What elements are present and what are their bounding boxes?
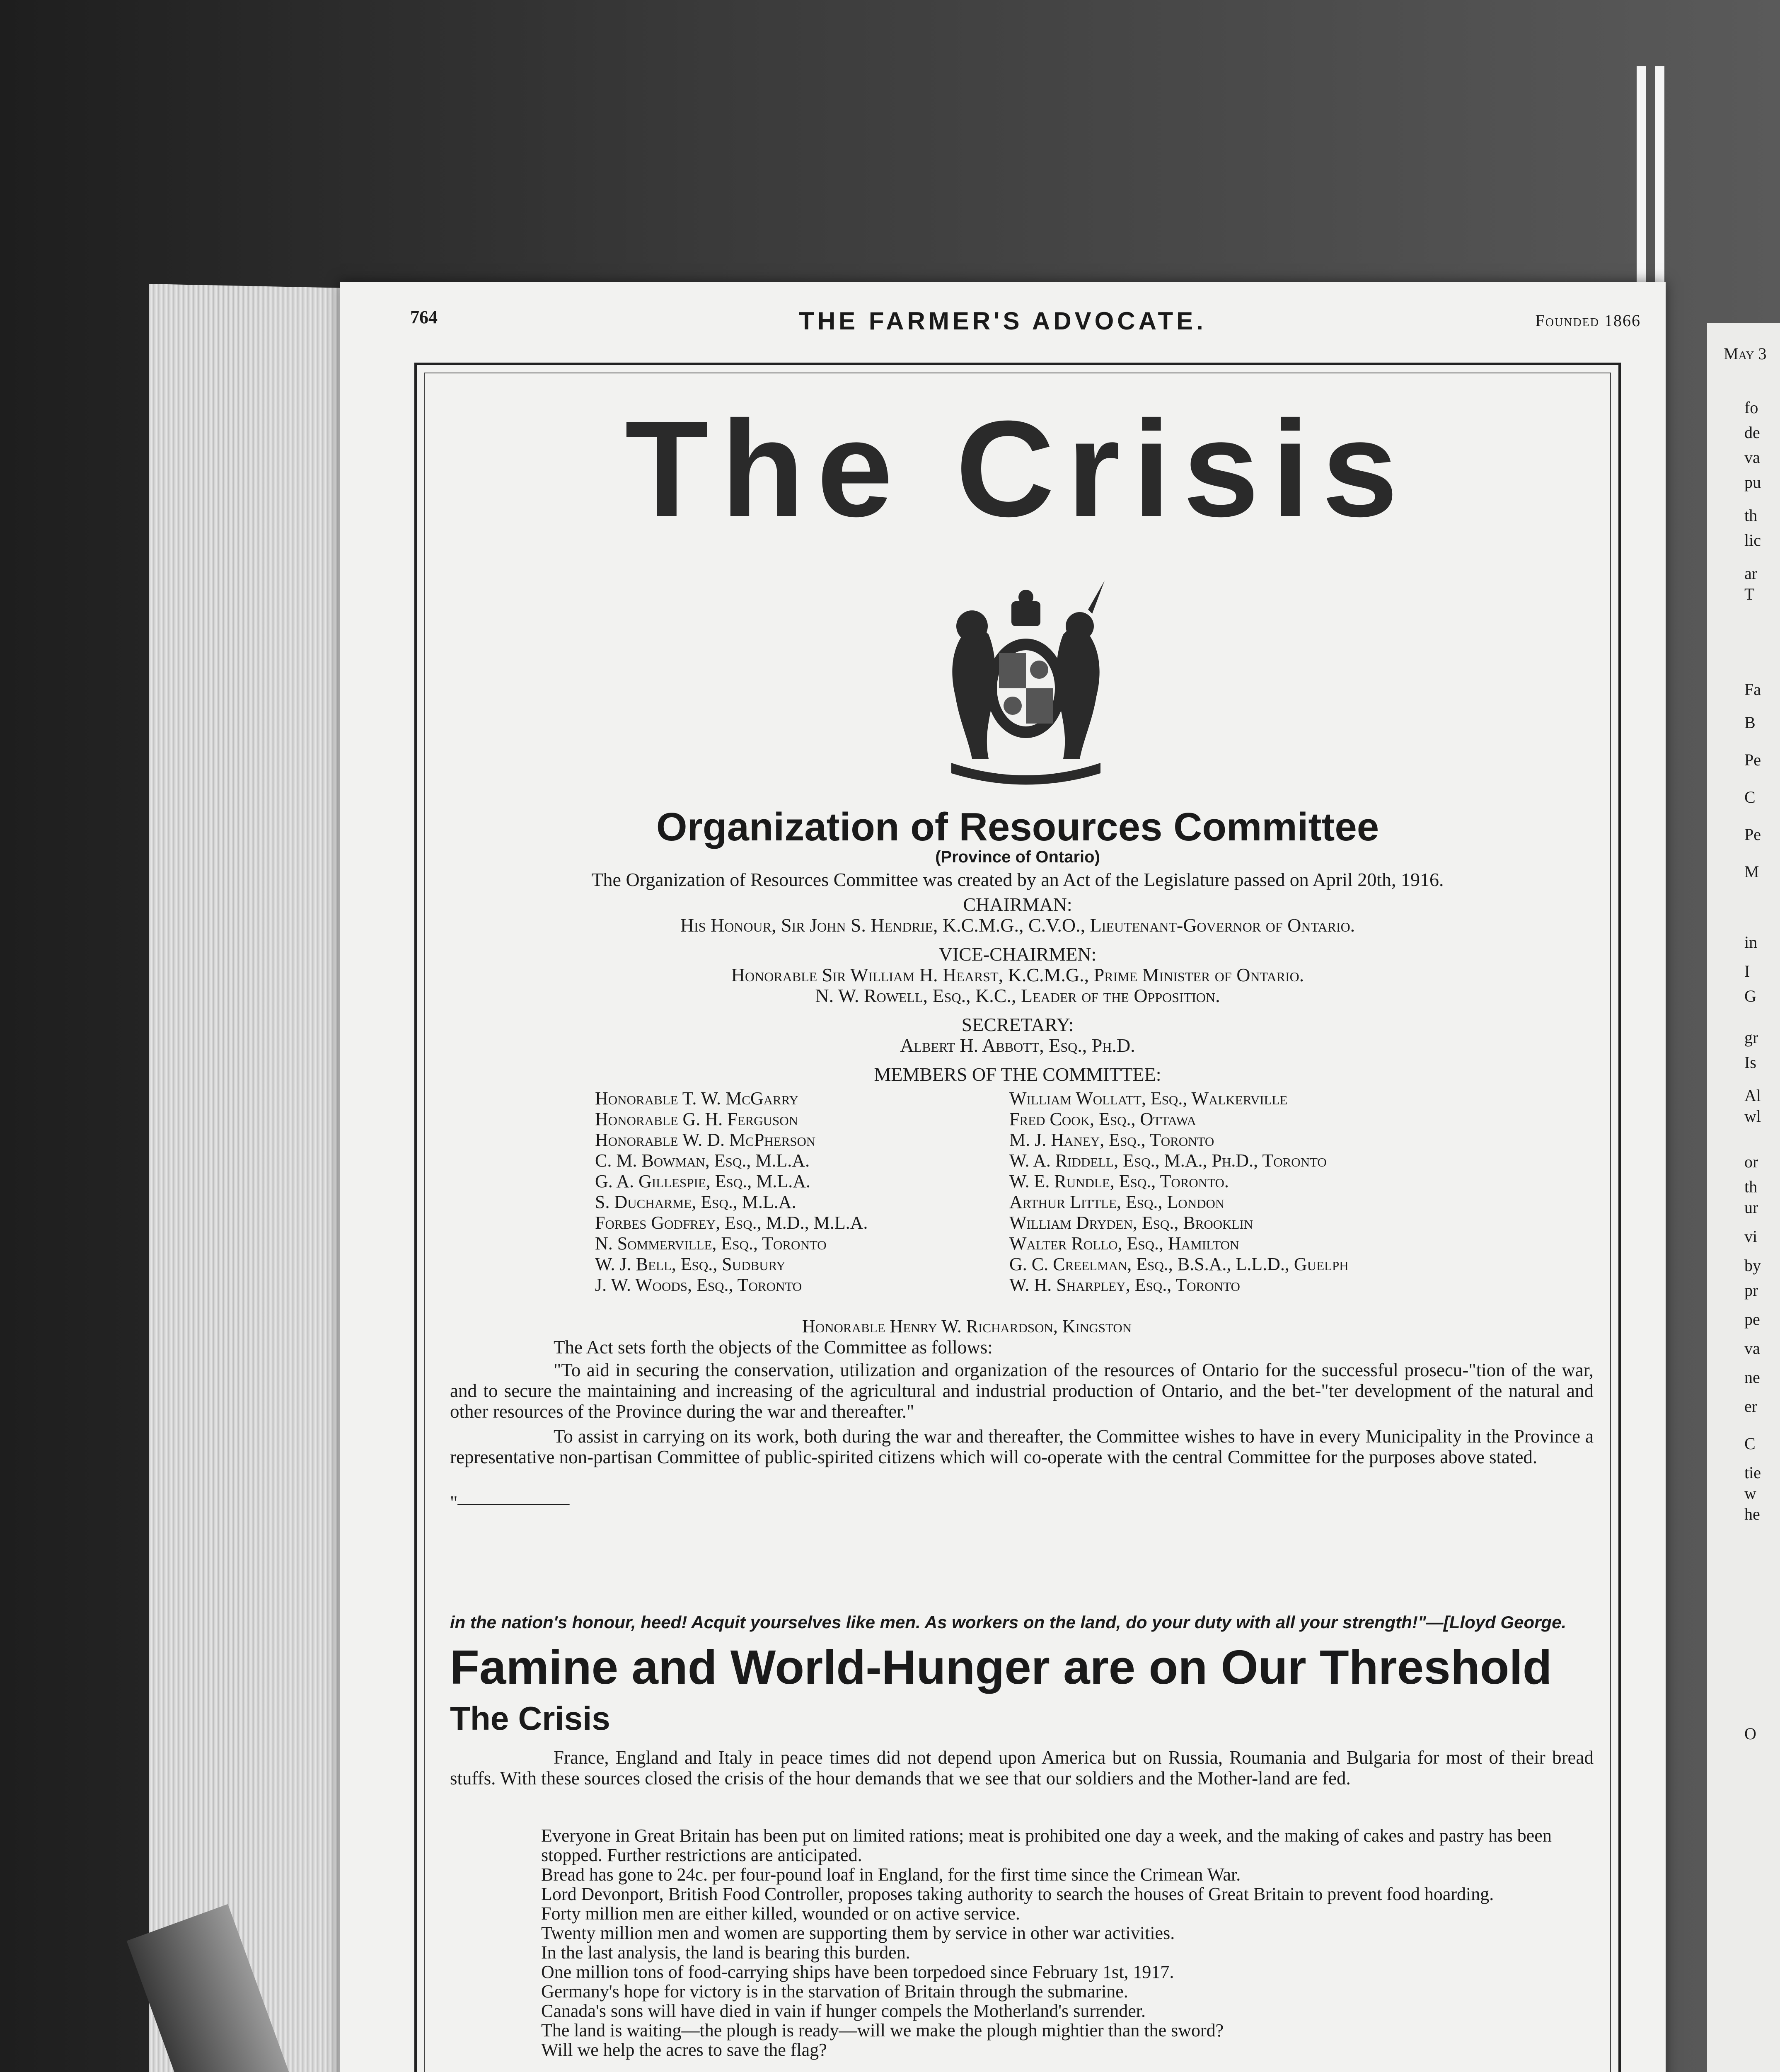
facing-page-fragment: pu <box>1744 473 1761 491</box>
member-name: W. A. Riddell, Esq., M.A., Ph.D., Toronto <box>1009 1150 1327 1171</box>
facing-page-fragment: lic <box>1744 531 1761 549</box>
facing-page-fragment: pe <box>1744 1310 1760 1329</box>
member-name: Arthur Little, Esq., London <box>1009 1192 1225 1212</box>
member-name: W. E. Rundle, Esq., Toronto. <box>1009 1171 1229 1191</box>
member-name: S. Ducharme, Esq., M.L.A. <box>595 1192 796 1212</box>
member-name: Honorable W. D. McPherson <box>595 1130 816 1150</box>
member-name: W. J. Bell, Esq., Sudbury <box>595 1254 786 1274</box>
facing-page-fragment: G <box>1744 987 1756 1005</box>
facing-page-fragment: Is <box>1744 1053 1756 1072</box>
facing-page-fragment: ar <box>1744 564 1758 583</box>
facing-page-header: May 3 <box>1724 344 1767 363</box>
crisis-fact: The land is waiting—the plough is ready—will we make the plough mightier than the sword? <box>541 2020 1224 2041</box>
masthead: THE FARMER'S ADVOCATE. <box>799 307 1207 335</box>
vice-chairman-2: N. W. Rowell, Esq., K.C., Leader of the Opposition. <box>815 985 1220 1006</box>
member-name: Honorable T. W. McGarry <box>595 1088 799 1109</box>
member-name: N. Sommerville, Esq., Toronto <box>595 1233 827 1254</box>
facing-page-fragment: in <box>1744 933 1758 951</box>
facing-page-fragment: w <box>1744 1484 1756 1503</box>
advertisement-frame <box>414 363 1621 2072</box>
quote-end: "—————— <box>450 1492 570 1513</box>
chairman-label: CHAIRMAN: <box>963 894 1072 915</box>
running-head <box>340 307 1666 335</box>
famine-heading: Famine and World-Hunger are on Our Threshold <box>450 1640 1552 1694</box>
facing-page-fragment: th <box>1744 506 1758 525</box>
facing-page-fragment: Al <box>1744 1086 1761 1105</box>
royal-coat-of-arms-icon <box>910 564 1142 796</box>
vice-chairman-1: Honorable Sir William H. Hearst, K.C.M.G., Prime Minister of Ontario. <box>731 964 1304 985</box>
member-name: Fred Cook, Esq., Ottawa <box>1009 1109 1196 1129</box>
facing-page-fragment: I <box>1744 962 1750 980</box>
crisis-fact: Everyone in Great Britain has been put on limited rations; meat is prohibited one day a week, and the making of cakes and pastry has been stopped. Further restrictions are anticipated. <box>541 1825 1552 1865</box>
crisis-fact: Twenty million men and women are supporting them by service in other war activities. <box>541 1923 1175 1943</box>
crisis-subheading: The Crisis <box>450 1700 610 1737</box>
founded-note: Founded 1866 <box>1535 311 1641 330</box>
facing-page-fragment: fo <box>1744 398 1758 417</box>
crisis-fact: Will we help the acres to save the flag? <box>541 2040 827 2060</box>
crisis-facts <box>541 1826 1594 2060</box>
facing-page-fragment: Pe <box>1744 825 1761 844</box>
vice-chairmen-label: VICE-CHAIRMEN: <box>938 944 1097 965</box>
facing-page-fragment: he <box>1744 1505 1760 1523</box>
lloyd-george-quote: in the nation's honour, heed! Acquit yourselves like men. As workers on the land, do your duty with all your strength!"—[Lloyd George. <box>450 1612 1567 1632</box>
facing-page-fragment: C <box>1744 788 1756 806</box>
objects-intro: The Act sets forth the objects of the Committee as follows: <box>554 1337 993 1358</box>
facing-page-fragment: de <box>1744 423 1760 442</box>
facing-page-fragment: B <box>1744 713 1756 732</box>
member-last: Honorable Henry W. Richardson, Kingston <box>802 1316 1132 1336</box>
facing-page-fragment: Fa <box>1744 680 1761 699</box>
facing-page-fragment: O <box>1744 1724 1756 1743</box>
facing-page-fragment: va <box>1744 448 1760 467</box>
members-right-column <box>1009 1088 1507 1295</box>
member-name: Forbes Godfrey, Esq., M.D., M.L.A. <box>595 1213 868 1233</box>
facing-page-fragment: wl <box>1744 1107 1761 1126</box>
member-name: W. H. Sharpley, Esq., Toronto <box>1009 1275 1240 1295</box>
facing-page-fragment: tie <box>1744 1463 1761 1482</box>
member-name: G. A. Gillespie, Esq., M.L.A. <box>595 1171 811 1191</box>
members-left-column <box>595 1088 1009 1295</box>
facing-page-fragment: ur <box>1744 1198 1758 1217</box>
objects-quote: "To aid in securing the conservation, utilization and organization of the resources of Ontario for the successful prosecu-"tion of the war, and to secure the maintaining and increasing of the agricultural and industrial production of Ontario, and the bet-"ter development of the natural and other resources of the Province during the war and thereafter." <box>450 1360 1594 1422</box>
crisis-intro: France, England and Italy in peace times did not depend upon America but on Russia, Roumania and Bulgaria for most of their bread stuffs. With these sources closed the crisis of the hour demands that we see that our soldiers and the Mother-land are fed. <box>450 1747 1594 1789</box>
facing-page-fragment: th <box>1744 1177 1758 1196</box>
facing-page-fragment: vi <box>1744 1227 1758 1246</box>
facing-page-fragment: C <box>1744 1434 1756 1453</box>
facing-page-fragment: T <box>1744 585 1755 603</box>
crisis-fact: Canada's sons will have died in vain if hunger compels the Motherland's surrender. <box>541 2001 1146 2021</box>
book-page-edges <box>149 284 344 2072</box>
secretary-label: SECRETARY: <box>961 1014 1074 1035</box>
facing-page-fragment: er <box>1744 1397 1758 1416</box>
crisis-fact: Forty million men are either killed, wounded or on active service. <box>541 1903 1020 1924</box>
facing-page-fragment: or <box>1744 1152 1758 1171</box>
organization-province: (Province of Ontario) <box>935 848 1100 866</box>
facing-page-fragment: pr <box>1744 1281 1758 1300</box>
objects-assist: To assist in carrying on its work, both during the war and thereafter, the Committee wishes to have in every Municipality in the Province a representative non-partisan Committee of public-spirited citizens which will co-operate with the central Committee for the purposes above stated. <box>450 1426 1594 1467</box>
facing-page <box>1707 323 1780 2072</box>
organization-title: Organization of Resources Committee <box>656 805 1379 849</box>
member-name: Walter Rollo, Esq., Hamilton <box>1009 1233 1239 1254</box>
film-edge-mark <box>1637 66 1646 298</box>
film-edge-mark <box>1655 66 1664 298</box>
crisis-fact: In the last analysis, the land is bearing this burden. <box>541 1942 910 1963</box>
facing-page-fragment: M <box>1744 862 1759 881</box>
page-title: The Crisis <box>625 392 1410 545</box>
member-name: C. M. Bowman, Esq., M.L.A. <box>595 1150 810 1171</box>
member-name: William Wollatt, Esq., Walkerville <box>1009 1088 1288 1109</box>
creation-note: The Organization of Resources Committee was created by an Act of the Legislature passed on April 20th, 1916. <box>591 869 1444 890</box>
page-number: 764 <box>410 307 438 327</box>
facing-page-fragment: ne <box>1744 1368 1760 1387</box>
crisis-fact: Lord Devonport, British Food Controller, proposes taking authority to search the houses of Great Britain to prevent food hoarding. <box>541 1884 1494 1904</box>
crisis-fact: Germany's hope for victory is in the starvation of Britain through the submarine. <box>541 1981 1128 2002</box>
chairman-name: His Honour, Sir John S. Hendrie, K.C.M.G., C.V.O., Lieutenant-Governor of Ontario. <box>680 915 1355 936</box>
facing-page-fragment: va <box>1744 1339 1760 1358</box>
member-name: M. J. Haney, Esq., Toronto <box>1009 1130 1214 1150</box>
newspaper-page <box>340 282 1666 2072</box>
member-name: Honorable G. H. Ferguson <box>595 1109 798 1129</box>
facing-page-fragment: gr <box>1744 1028 1758 1047</box>
member-name: J. W. Woods, Esq., Toronto <box>595 1275 802 1295</box>
members-label: MEMBERS OF THE COMMITTEE: <box>874 1064 1161 1085</box>
secretary-name: Albert H. Abbott, Esq., Ph.D. <box>900 1035 1135 1056</box>
member-name: G. C. Creelman, Esq., B.S.A., L.L.D., Guelph <box>1009 1254 1349 1274</box>
crisis-fact: Bread has gone to 24c. per four-pound loaf in England, for the first time since the Crimean War. <box>541 1864 1241 1885</box>
crisis-fact: One million tons of food-carrying ships have been torpedoed since February 1st, 1917. <box>541 1962 1174 1982</box>
facing-page-fragment: by <box>1744 1256 1761 1275</box>
member-name: William Dryden, Esq., Brooklin <box>1009 1213 1253 1233</box>
facing-page-fragment: Pe <box>1744 750 1761 769</box>
